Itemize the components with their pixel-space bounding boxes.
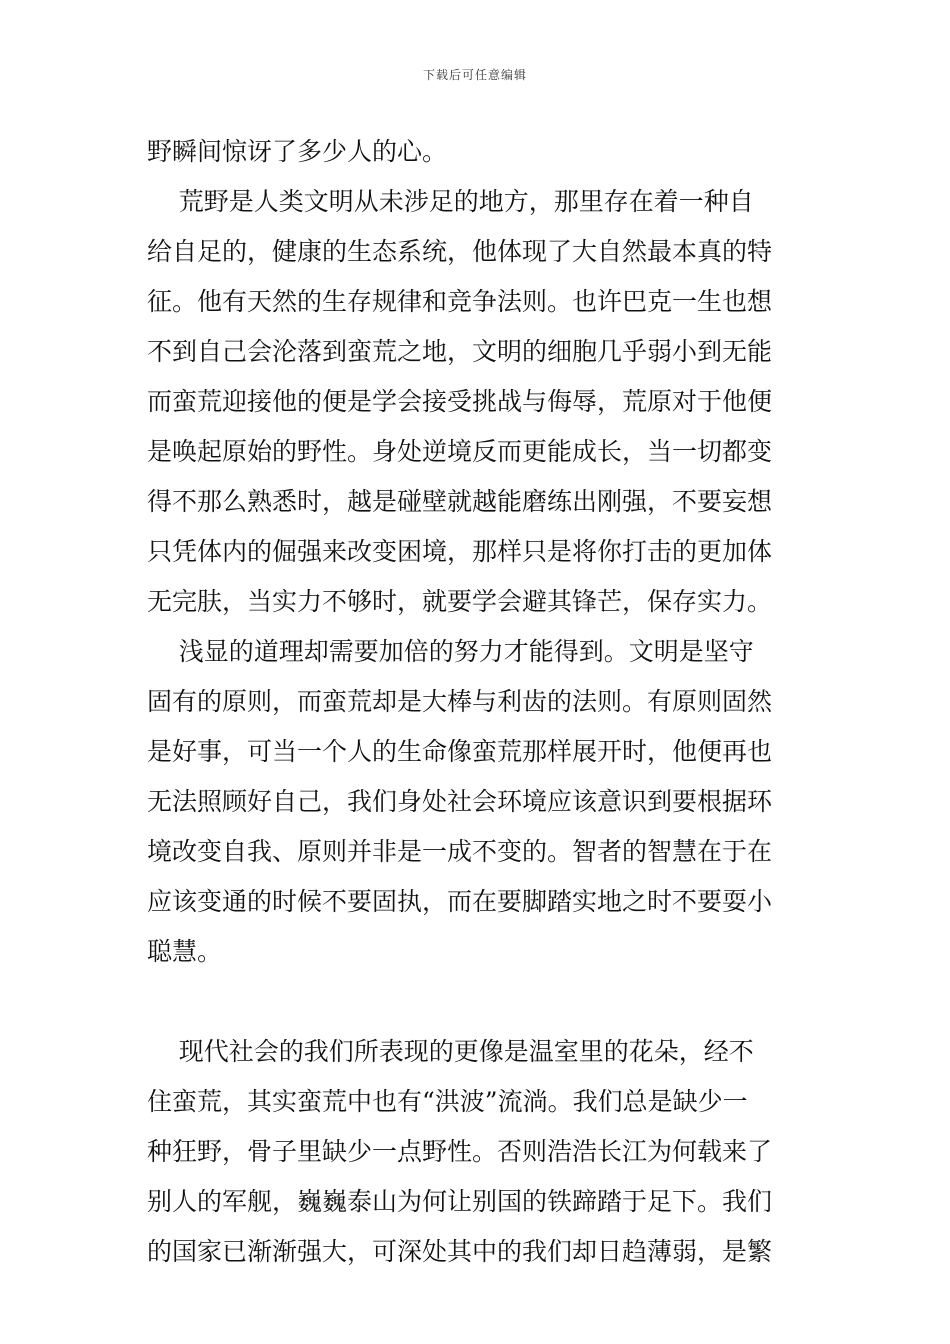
paragraph-gap — [147, 977, 807, 1027]
text-line: 而蛮荒迎接他的便是学会接受挑战与侮辱，荒原对于他便 — [147, 387, 773, 416]
text-line: 野瞬间惊讶了多少人的心。 — [147, 137, 448, 166]
text-line: 无完肤，当实力不够时，就要学会避其锋芒，保存实力。 — [147, 587, 773, 616]
text-line: 现代社会的我们所表现的更像是温室里的花朵，经不 — [147, 1037, 754, 1066]
text-line: 是唤起原始的野性。身处逆境反而更能成长，当一切都变 — [147, 437, 773, 466]
text-line: 浅显的道理却需要加倍的努力才能得到。文明是坚守 — [147, 637, 754, 666]
text-line: 得不那么熟悉时，越是碰壁就越能磨练出刚强，不要妄想 — [147, 487, 773, 516]
text-line: 是好事，可当一个人的生命像蛮荒那样展开时，他便再也 — [147, 737, 773, 766]
text-line: 不到自己会沦落到蛮荒之地，文明的细胞几乎弱小到无能 — [147, 337, 773, 366]
text-line: 聪慧。 — [147, 937, 223, 966]
text-line: 给自足的，健康的生态系统，他体现了大自然最本真的特 — [147, 237, 773, 266]
text-line: 应该变通的时候不要固执，而在要脚踏实地之时不要耍小 — [147, 887, 773, 916]
text-line: 境改变自我、原则并非是一成不变的。智者的智慧在于在 — [147, 837, 773, 866]
text-line: 只凭体内的倔强来改变困境，那样只是将你打击的更加体 — [147, 537, 773, 566]
text-line: 荒野是人类文明从未涉足的地方，那里存在着一种自 — [147, 187, 754, 216]
text-line: 住蛮荒，其实蛮荒中也有“洪波”流淌。我们总是缺少一 — [147, 1087, 748, 1116]
text-line: 别人的军舰，巍巍泰山为何让别国的铁蹄踏于足下。我们 — [147, 1187, 773, 1216]
document-body — [147, 127, 807, 1277]
text-line: 固有的原则，而蛮荒却是大棒与利齿的法则。有原则固然 — [147, 687, 773, 716]
text-line: 的国家已渐渐强大，可深处其中的我们却日趋薄弱，是繁 — [147, 1237, 773, 1266]
text-line: 无法照顾好自己，我们身处社会环境应该意识到要根据环 — [147, 787, 773, 816]
text-line: 征。他有天然的生存规律和竞争法则。也许巴克一生也想 — [147, 287, 773, 316]
page-header: 下载后可任意编辑 — [422, 68, 527, 82]
text-line: 种狂野，骨子里缺少一点野性。否则浩浩长江为何载来了 — [147, 1137, 773, 1166]
